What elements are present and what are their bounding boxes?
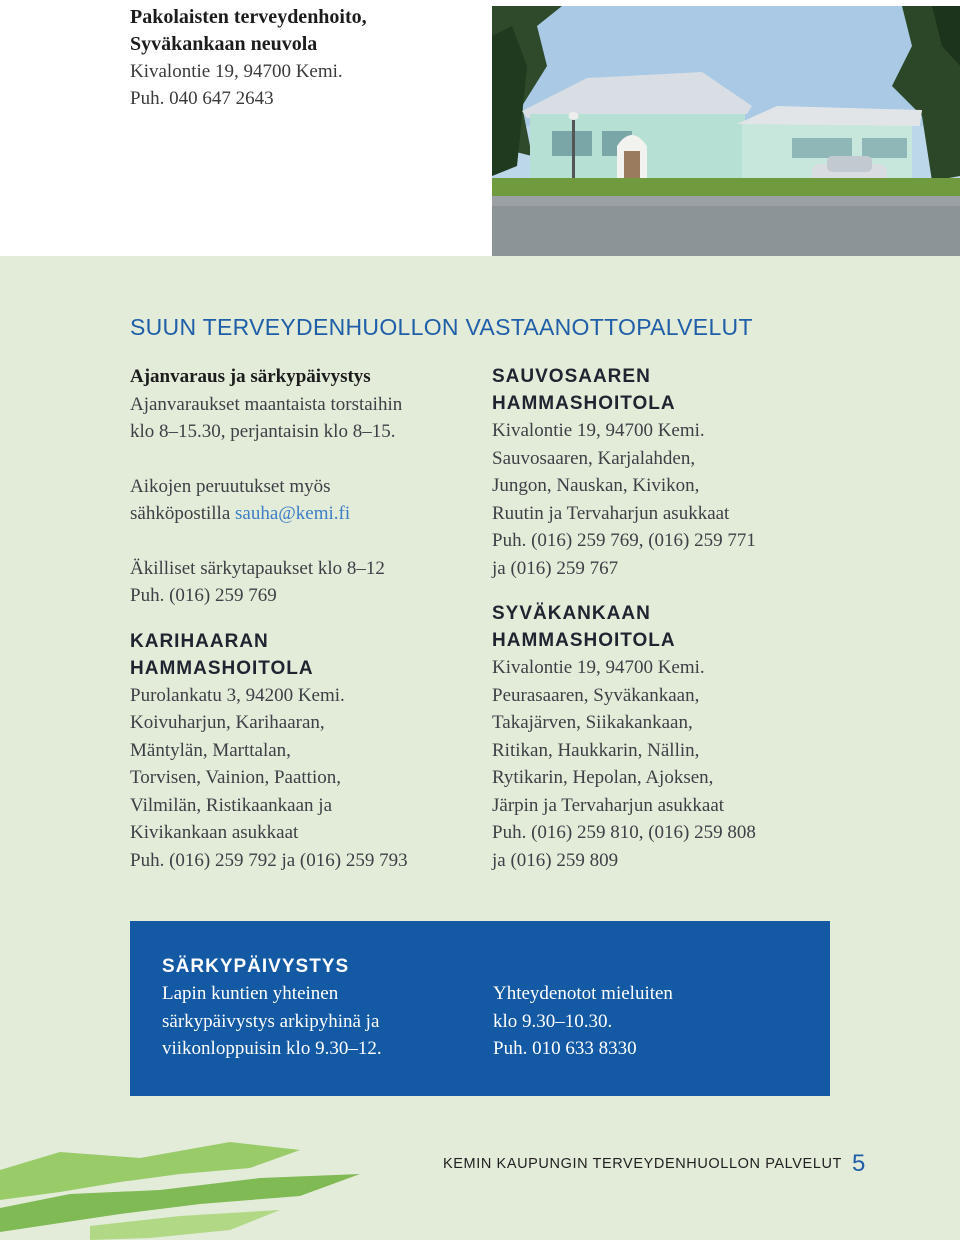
syvakangas-line: Peurasaaren, Syväkankaan, bbox=[492, 684, 700, 706]
syvakangas-title: HAMMASHOITOLA bbox=[492, 630, 676, 651]
sauvosaari-line: Sauvosaaren, Karjalahden, bbox=[492, 447, 696, 469]
cancel-email-line bbox=[130, 500, 480, 528]
box-left-line: Lapin kuntien yhteinen bbox=[162, 983, 339, 1004]
karihaara-line: Purolankatu 3, 94200 Kemi. bbox=[130, 684, 345, 706]
karihaara-line: Puh. (016) 259 792 ja (016) 259 793 bbox=[130, 849, 408, 871]
sauvosaari-line: ja (016) 259 767 bbox=[492, 557, 619, 579]
clinic-title-line2: Syväkankaan neuvola bbox=[130, 33, 318, 55]
sauvosaari-line: Ruutin ja Tervaharjun asukkaat bbox=[492, 502, 730, 524]
karihaara-title: HAMMASHOITOLA bbox=[130, 657, 314, 679]
box-title: SÄRKYPÄIVYSTYS bbox=[162, 956, 350, 977]
syvakangas-line: Kivalontie 19, 94700 Kemi. bbox=[492, 657, 705, 678]
booking-heading: Ajanvaraus ja särkypäivystys bbox=[130, 366, 371, 387]
building-photo bbox=[492, 6, 960, 256]
syvakangas-line: Järpin ja Tervaharjun asukkaat bbox=[492, 794, 725, 816]
cancel-line: Aikojen peruutukset myös bbox=[130, 475, 331, 497]
clinic-phone: Puh. 040 647 2643 bbox=[130, 88, 274, 109]
syvakangas-line: Ritikan, Haukkarin, Nällin, bbox=[492, 739, 700, 761]
booking-line: klo 8–15.30, perjantaisin klo 8–15. bbox=[130, 421, 396, 442]
footer-text: KEMIN KAUPUNGIN TERVEYDENHUOLLON PALVELUT bbox=[443, 1156, 843, 1172]
green-brush-decoration bbox=[0, 1130, 420, 1240]
karihaara-line: Vilmilän, Ristikaankaan ja bbox=[130, 794, 333, 816]
box-left-line: särkypäivystys arkipyhinä ja bbox=[162, 1010, 380, 1032]
right-column bbox=[492, 363, 842, 874]
sauvosaari-title: SAUVOSAAREN bbox=[492, 366, 651, 387]
page-footer bbox=[443, 1150, 865, 1178]
box-left-line: viikonloppuisin klo 9.30–12. bbox=[162, 1038, 382, 1059]
left-column bbox=[130, 363, 480, 874]
clinic-info-block bbox=[130, 4, 470, 112]
syvakangas-line: Puh. (016) 259 810, (016) 259 808 bbox=[492, 822, 756, 843]
syvakangas-line: Takajärven, Siikakankaan, bbox=[492, 712, 693, 733]
syvakangas-line: ja (016) 259 809 bbox=[492, 849, 619, 871]
karihaara-line: Mäntylän, Marttalan, bbox=[130, 739, 291, 761]
karihaara-line: Kivikankaan asukkaat bbox=[130, 822, 299, 843]
box-left-column bbox=[162, 953, 382, 1063]
karihaara-line: Koivuharjun, Karihaaran, bbox=[130, 712, 325, 733]
sauvosaari-line: Kivalontie 19, 94700 Kemi. bbox=[492, 420, 705, 441]
email-link[interactable]: sauha@kemi.fi bbox=[235, 503, 351, 524]
clinic-title-line1: Pakolaisten terveydenhoito, bbox=[130, 6, 367, 28]
syvakangas-line: Rytikarin, Hepolan, Ajoksen, bbox=[492, 767, 714, 788]
box-right-line: klo 9.30–10.30. bbox=[493, 1010, 613, 1032]
box-right-line: Puh. 010 633 8330 bbox=[493, 1038, 637, 1059]
box-right-line: Yhteydenotot mieluiten bbox=[493, 983, 673, 1004]
emergency-info-box bbox=[130, 921, 830, 1096]
booking-line: Ajanvaraukset maantaista torstaihin bbox=[130, 393, 403, 415]
sauvosaari-title: HAMMASHOITOLA bbox=[492, 393, 676, 414]
section-title: SUUN TERVEYDENHUOLLON VASTAANOTTOPALVELUT bbox=[130, 314, 753, 340]
emergency-hours: Äkilliset särkytapaukset klo 8–12 bbox=[130, 557, 385, 579]
karihaara-line: Torvisen, Vainion, Paattion, bbox=[130, 767, 341, 788]
clinic-address: Kivalontie 19, 94700 Kemi. bbox=[130, 61, 343, 82]
karihaara-title: KARIHAARAN bbox=[130, 630, 269, 652]
box-right-column bbox=[493, 980, 673, 1063]
sauvosaari-line: Jungon, Nauskan, Kivikon, bbox=[492, 475, 700, 496]
emergency-phone: Puh. (016) 259 769 bbox=[130, 585, 277, 606]
syvakangas-title: SYVÄKANKAAN bbox=[492, 603, 651, 624]
sauvosaari-line: Puh. (016) 259 769, (016) 259 771 bbox=[492, 530, 756, 551]
page-number: 5 bbox=[852, 1150, 866, 1177]
cancel-email-prefix: sähköpostilla bbox=[130, 503, 236, 524]
